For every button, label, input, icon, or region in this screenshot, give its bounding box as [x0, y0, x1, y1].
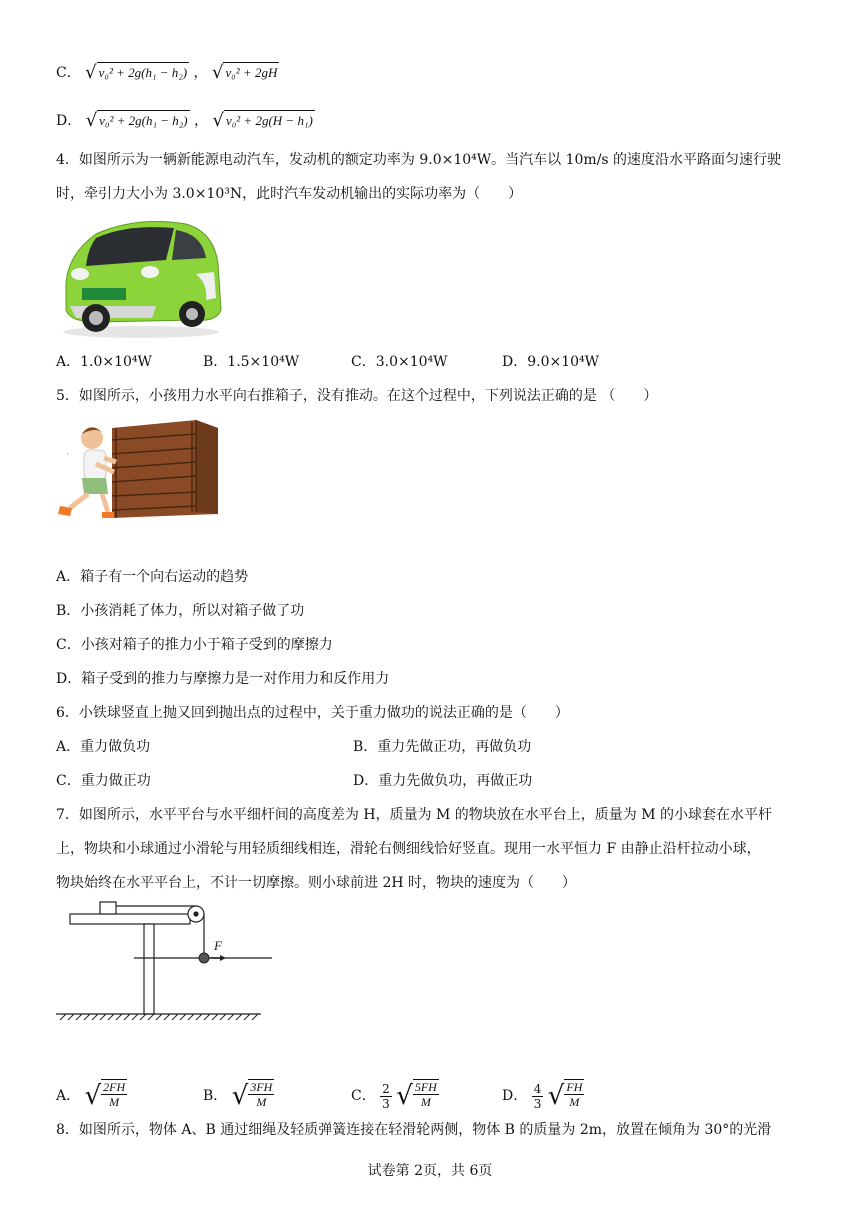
q8-stem-line1: 8．如图所示，物体 A、B 通过细绳及轻质弹簧连接在轻滑轮两侧，物体 B 的质量为 2m，放置在倾角为 30°的光滑: [56, 1122, 772, 1138]
q5-stem: 5．如图所示，小孩用力水平向右推箱子，没有推动。在这个过程中，下列说法正确的是 （ ）: [56, 388, 658, 404]
q7-option-a-denominator: M: [109, 1095, 120, 1109]
q4-stem-line1: 4．如图所示为一辆新能源电动汽车，发动机的额定功率为 9.0×10⁴W。当汽车以 10m/s 的速度沿水平路面匀速行驶: [56, 152, 782, 168]
q7-option-a-label: A．: [56, 1088, 81, 1104]
q3-option-c: [56, 62, 279, 84]
q5-option-c: C．小孩对箱子的推力小于箱子受到的摩擦力: [56, 637, 333, 653]
q7-option-d-root: √ $\frac{FH}{M}$: [547, 1080, 583, 1111]
q7-option-d-coefficient: [532, 1082, 544, 1111]
q4-option-c: C．3.0×10⁴W: [351, 354, 448, 370]
q7-option-d-numerator: FH: [566, 1080, 583, 1094]
q7-option-b-numerator: 3FH: [250, 1080, 273, 1094]
q6-option-d: D．重力先做负功，再做正功: [353, 773, 533, 789]
q7-option-d-label: D．: [502, 1088, 528, 1104]
q3-option-d: [56, 110, 315, 132]
q6-option-c: C．重力做正功: [56, 773, 151, 789]
force-f-label: F: [214, 938, 222, 953]
q3-option-c-expr1: √ v₀² + 2g(h₁ − h₂): [85, 62, 188, 83]
q6-option-a: A．重力做负功: [56, 739, 151, 755]
q3-option-c-label: C．: [56, 65, 81, 81]
q7-option-b-denominator: M: [256, 1095, 267, 1109]
svg-text:ʼ: ʼ: [66, 452, 70, 463]
q4-stem-line2: 时，牵引力大小为 3.0×10³N，此时汽车发动机输出的实际功率为（ ）: [56, 186, 523, 202]
q5-option-b: B．小孩消耗了体力，所以对箱子做了功: [56, 603, 305, 619]
q7-stem-line1: 7．如图所示，水平平台与水平细杆间的高度差为 H，质量为 M 的物块放在水平台上，质量为 M 的小球套在水平杆: [56, 807, 773, 823]
electric-car-image: [56, 214, 226, 340]
q7-option-c-coefficient: [380, 1082, 392, 1111]
q7-option-d-denominator: M: [569, 1095, 580, 1109]
q5-option-a: A．箱子有一个向右运动的趋势: [56, 569, 249, 585]
q7-option-b: [203, 1078, 274, 1114]
q5-option-d: D．箱子受到的推力与摩擦力是一对作用力和反作用力: [56, 671, 390, 687]
q3-option-d-separator: ，: [194, 113, 209, 129]
q7-option-c-label: C．: [351, 1088, 376, 1104]
q7-option-a: [56, 1078, 127, 1114]
pulley-system-diagram: [56, 898, 278, 1028]
q3-option-d-expr1: √ v₀² + 2g(h₁ − h₂): [85, 110, 188, 131]
q3-option-d-expr2: √ v₀² + 2g(H − h₁): [212, 110, 313, 131]
q7-option-c-coef-num: 2: [382, 1081, 390, 1096]
q7-option-c-coef-den: 3: [382, 1096, 390, 1111]
q3-option-c-separator: ，: [193, 65, 208, 81]
q7-option-d-coef-num: 4: [533, 1081, 542, 1096]
q4-option-b: B．1.5×10⁴W: [203, 354, 300, 370]
q7-option-c-numerator: 5FH: [414, 1080, 437, 1094]
q3-option-d-label: D．: [56, 113, 82, 129]
q7-stem-line2: 上，物块和小球通过小滑轮与用轻质细线相连，滑轮右侧细线恰好竖直。现用一水平恒力 F 由静止沿杆拉动小球，: [56, 841, 761, 857]
q7-option-b-root: √ $\frac{3FH}{M}$: [231, 1080, 273, 1111]
page-footer: 试卷第 2页，共 6页: [367, 1163, 493, 1179]
q6-stem: 6．小铁球竖直上抛又回到抛出点的过程中，关于重力做功的说法正确的是（ ）: [56, 705, 569, 721]
q3-option-c-expr2: √ v₀² + 2gH: [212, 62, 278, 83]
q7-option-c-root: √ $\frac{5FH}{M}$: [396, 1080, 437, 1111]
child-pushing-box-image: [56, 418, 224, 520]
q4-option-d: D．9.0×10⁴W: [502, 354, 600, 370]
q7-option-c-denominator: M: [420, 1095, 431, 1109]
q7-option-b-label: B．: [203, 1088, 228, 1104]
q7-option-d-coef-den: 3: [533, 1096, 542, 1111]
q4-option-a: A．1.0×10⁴W: [56, 354, 152, 370]
q6-option-b: B．重力先做正功，再做负功: [353, 739, 532, 755]
q7-option-a-root: √ $\frac{2FH}{M}$: [84, 1080, 126, 1111]
q7-option-d: [502, 1078, 584, 1114]
q7-option-c: [351, 1078, 439, 1114]
q7-option-a-numerator: 2FH: [103, 1080, 126, 1094]
q7-stem-line3: 物块始终在水平平台上，不计一切摩擦。则小球前进 2H 时，物块的速度为（ ）: [56, 875, 577, 891]
